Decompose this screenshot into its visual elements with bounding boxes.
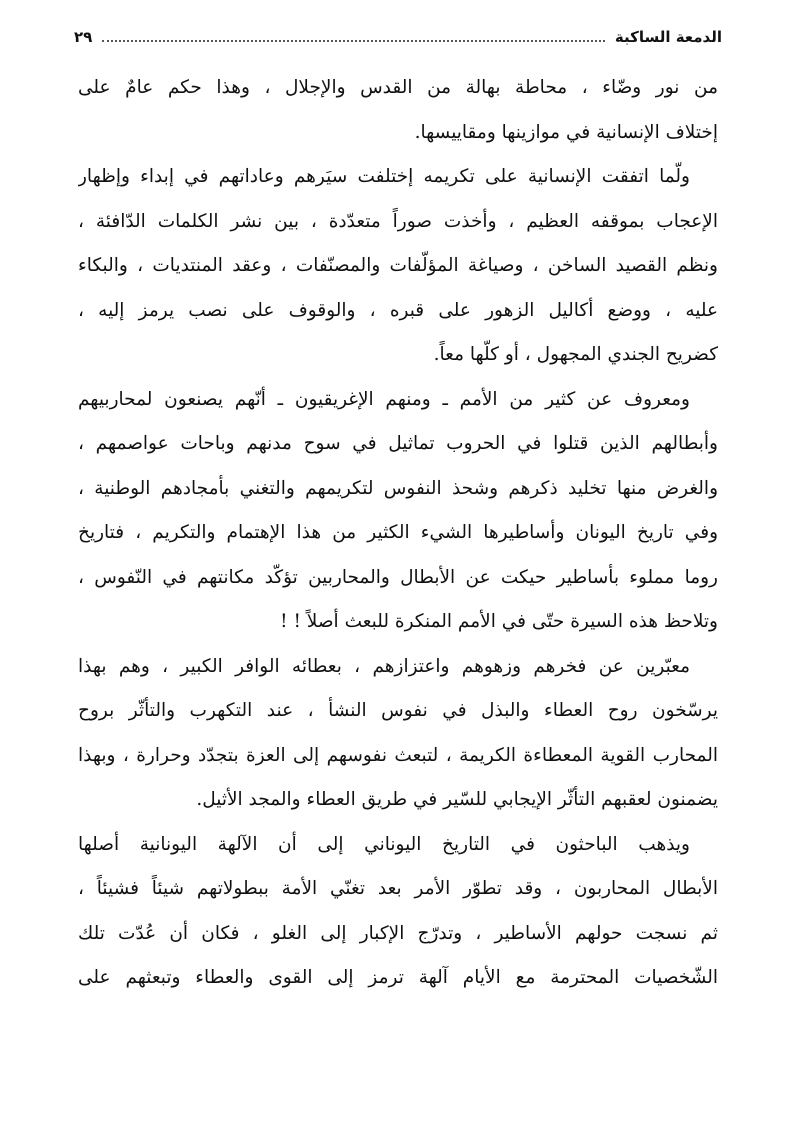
text-line: إختلاف الإنسانية في موازينها ومقاييسها. (414, 121, 718, 143)
text-line: كضريح الجندي المجهول ، أو كلّها معاً. (433, 344, 718, 365)
page-number: ٢٩ (74, 28, 93, 46)
text-line: عليه ، ووضع أكاليل الزهور على قبره ، والوقوف على نصب يرمز إليه ، (78, 299, 718, 321)
text-line: معبّرين عن فخرهم وزهوهم واعتزازهم ، بعطائه الوافر الكبير ، وهم بهذا (78, 655, 690, 677)
text-line: وتلاحظ هذه السيرة حتّى في الأمم المنكرة للبعث أصلاً ! ! (280, 611, 718, 632)
text-line: وفي تاريخ اليونان وأساطيرها الشيء الكثير من هذا الإهتمام والتكريم ، فتاريخ (78, 522, 718, 543)
text-line: يرسّخون روح العطاء والبذل في نفوس النشأ ، عند التكهرب والتأثّر بروح (78, 700, 718, 721)
running-header (74, 22, 722, 52)
body-text (78, 66, 718, 1001)
text-line: وأبطالهم الذين قتلوا في الحروب تماثيل في سوح مدنهم وباحات عواصمهم ، (78, 433, 718, 454)
text-line: والغرض منها تخليد ذكرهم وشحذ النفوس لتكريمهم والتغني بأمجادهم الوطنية ، (78, 477, 718, 499)
text-line: ويذهب الباحثون في التاريخ اليوناني إلى أن الآلهة اليونانية أصلها (78, 833, 690, 855)
text-line: ولّما اتفقت الإنسانية على تكريمه إختلفت سيَرهم وعاداتهم في إبداء وإظهار (78, 166, 690, 187)
text-line: ثم نسجت حولهم الأساطير ، وتدرّج الإكبار إلى الغلو ، فكان أن عُدّت تلك (78, 922, 718, 944)
text-line: الإعجاب بموقفه العظيم ، وأخذت صوراً متعدّدة ، بين نشر الكلمات الدّافئة ، (78, 210, 718, 232)
text-line: المحارب القوية المعطاءة الكريمة ، لتبعث نفوسهم إلى العزة بتجدّد وحرارة ، وبهذا (78, 744, 718, 766)
text-line: من نور وضّاء ، محاطة بهالة من القدس والإجلال ، وهذا حكم عامٌ على (78, 77, 718, 98)
text-line: الأبطال المحاربون ، وقد تطوّر الأمر بعد تغنّي الأمة ببطولاتهم شيئاً فشيئاً ، (78, 878, 718, 899)
text-line: ونظم القصيد الساخن ، وصياغة المؤلّفات والمصنّفات ، وعقد المنتديات ، والبكاء (78, 255, 718, 276)
header-title: الدمعة الساكبة (614, 28, 722, 46)
text-line: روما مملوء بأساطير حيكت عن الأبطال والمحاربين تؤكّد مكانتهم في النّفوس ، (78, 566, 718, 588)
header-dotted-leader (102, 40, 605, 42)
text-line: يضمنون لعقبهم التأثّر الإيجابي للسّير في طريق العطاء والمجد الأثيل. (196, 789, 718, 810)
text-line: الشّخصيات المحترمة مع الأيام آلهة ترمز إلى القوى والعطاء وتبعثهم على (78, 967, 718, 988)
text-line: ومعروف عن كثير من الأمم ـ ومنهم الإغريقيون ـ أنّهم يصنعون لمحاربيهم (78, 388, 690, 410)
